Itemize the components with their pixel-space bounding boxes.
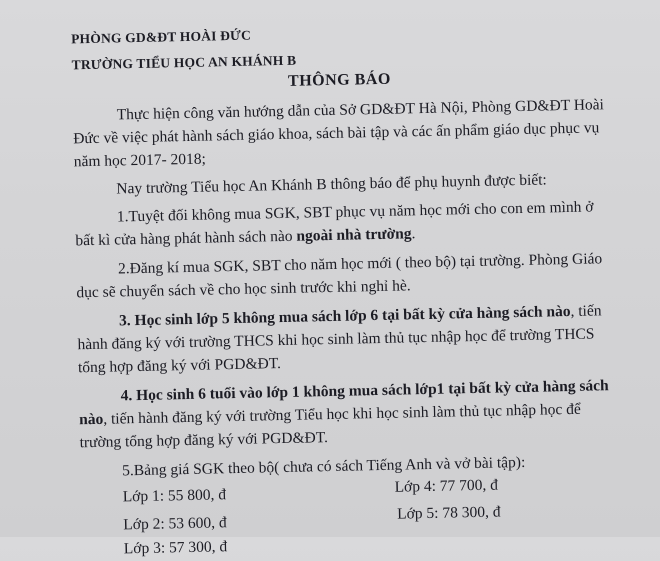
item3-line-3: tổng hợp đăng ký với PGD&ĐT. xyxy=(77,355,282,377)
intro-line-3: năm học 2017- 2018; xyxy=(73,150,207,171)
price-grade-4: Lớp 4: 77 700, đ xyxy=(394,476,499,496)
intro-line-2: Đức về việc phát hành sách giáo khoa, sách bài tập và các ấn phẩm giáo dục phục vụ xyxy=(73,119,600,148)
department-header: PHÒNG GD&ĐT HOÀI ĐỨC xyxy=(70,27,252,47)
intro-line-1: Thực hiện công văn hướng dẫn của Sở GD&ĐT Hà Nội, Phòng GD&ĐT Hoài xyxy=(116,96,605,124)
price-grade-5: Lớp 5: 78 300, đ xyxy=(396,503,501,523)
item4-line-3: trường tổng hợp đăng ký với PGD&ĐT. xyxy=(79,429,329,452)
item3-emphasis: 3. Học sinh lớp 5 không mua sách lớp 6 tại bất kỳ cửa hàng sách nào xyxy=(118,302,571,330)
item2-line-1: 2.Đăng kí mua SGK, SBT cho năm học mới ( theo bộ) tại trường. Phòng Giáo xyxy=(117,250,603,278)
price-grade-1: Lớp 1: 55 800, đ xyxy=(122,486,227,506)
item1-line-2 xyxy=(75,224,415,251)
document-title: THÔNG BÁO xyxy=(287,70,391,90)
item1-text: bất kì cửa hàng phát hành sách nào xyxy=(75,227,297,250)
school-header: TRƯỜNG TIỂU HỌC AN KHÁNH B xyxy=(71,52,297,73)
item4-emphasis: 4. Học sinh 6 tuổi vào lớp 1 không mua sách lớp1 tại bất kỳ cửa hàng sách xyxy=(120,377,609,405)
announce-line: Nay trường Tiểu học An Khánh B thông báo để phụ huynh được biết: xyxy=(116,171,547,198)
item3-line-2: hành đăng ký với trường THCS khi học sinh làm thủ tục nhập học để trường THCS xyxy=(77,325,595,354)
item2-line-2: dục sẽ chuyển sách về cho học sinh trước khi nghỉ hè. xyxy=(76,277,411,302)
item1-emphasis: ngoài nhà trường xyxy=(296,225,412,245)
item4-emphasis-2: nào xyxy=(78,410,104,429)
item3-end: , tiến xyxy=(570,302,602,320)
item1-line-1: 1.Tuyệt đối không mua SGK, SBT phục vụ năm học mới cho con em mình ở xyxy=(116,198,594,226)
price-grade-2: Lớp 2: 53 600, đ xyxy=(123,514,227,534)
item5-line-1: 5.Bảng giá SGK theo bộ( chưa có sách Tiếng Anh và vở bài tập): xyxy=(122,453,526,480)
price-grade-3: Lớp 3: 57 300, đ xyxy=(123,538,228,558)
item4-end: , tiến hành đăng ký với trường Tiểu học khi học sinh làm thủ tục nhập học để xyxy=(103,400,582,428)
item1-end: . xyxy=(411,225,416,243)
